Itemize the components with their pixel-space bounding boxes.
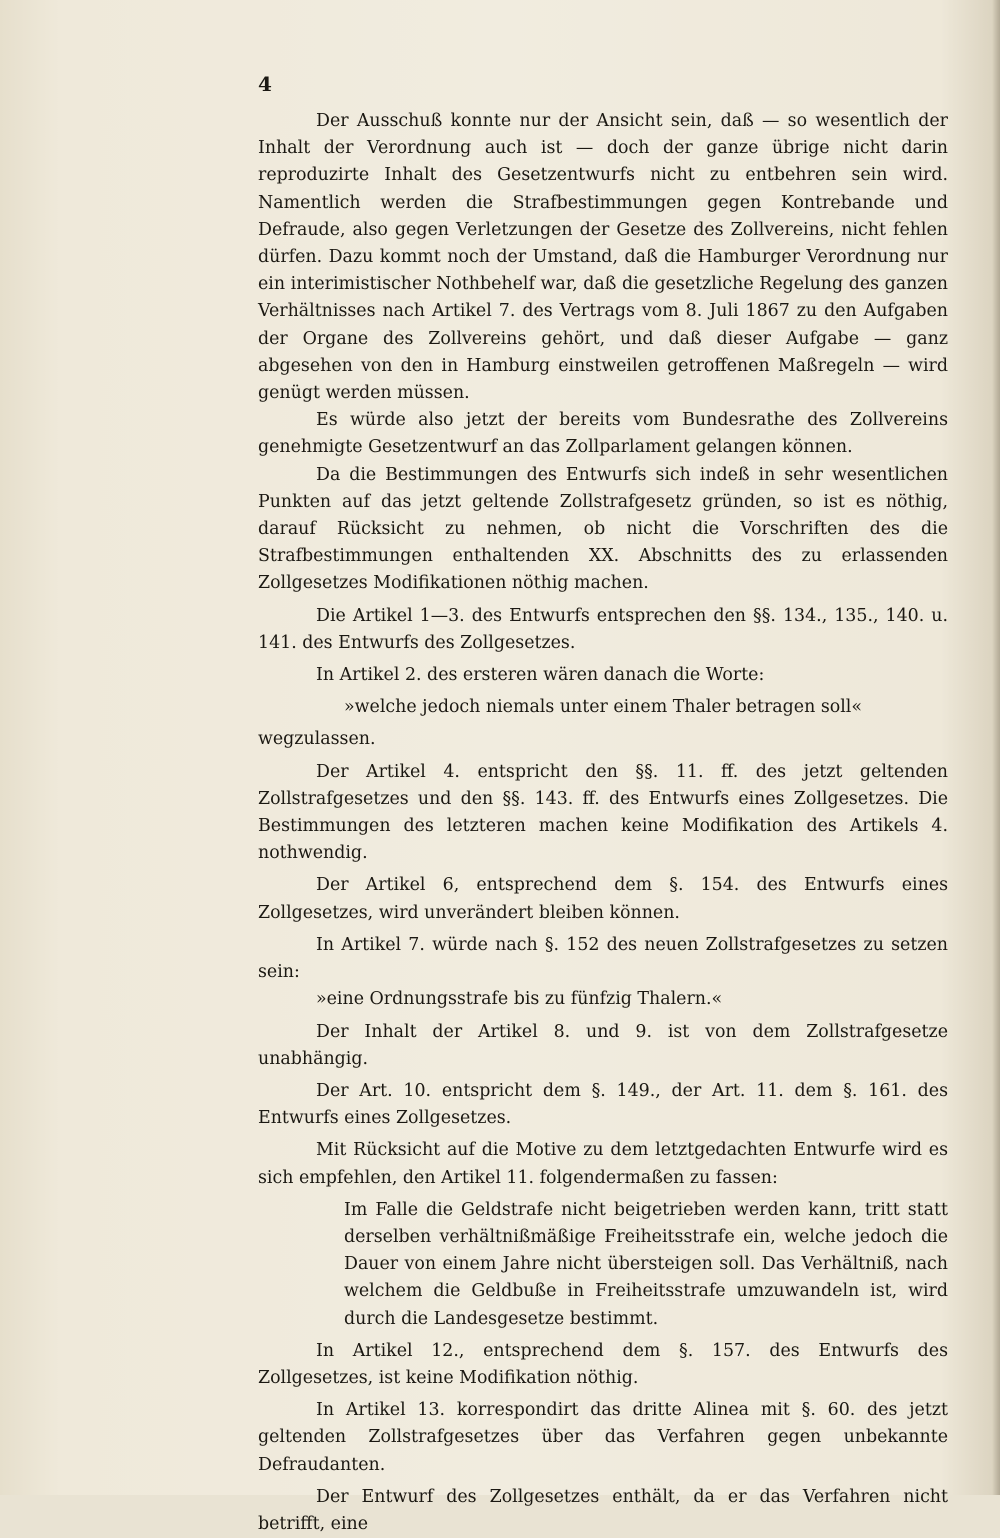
paragraph: Der Inhalt der Artikel 8. und 9. ist von dem Zollstrafgesetze unabhängig. bbox=[258, 1021, 948, 1069]
paragraph: Der Artikel 4. entspricht den §§. 11. ff. des jetzt geltenden Zollstrafgesetzes und den §§. 143. ff. des Entwurfs eines Zollgesetzes. Die Bestimmungen des letzteren machen keine Modifikation des Artikels 4. nothwendig. bbox=[258, 761, 948, 864]
paragraph: Der Artikel 6, entsprechend dem §. 154. des Entwurfs eines Zollgesetzes, wird unverändert bleiben können. bbox=[258, 875, 948, 923]
paragraph: Es würde also jetzt der bereits vom Bundesrathe des Zollvereins genehmigte Gesetzentwurf an das Zollparlament gelangen können. bbox=[258, 410, 948, 458]
page-edge-shadow bbox=[992, 0, 1000, 1495]
quoted-block: Im Falle die Geldstrafe nicht beigetrieben werden kann, tritt statt derselben verhältnißmäßige Freiheitsstrafe ein, welche jedoch die Dauer von einem Jahre nicht übersteigen soll. Das Verhältniß, nach welchem die Geldbuße in Freiheitsstrafe umzuwandeln ist, wird durch die Landesgesetze bestimmt. bbox=[344, 1199, 948, 1329]
paragraph: Der Entwurf des Zollgesetzes enthält, da er das Verfahren nicht betrifft, eine bbox=[258, 1486, 948, 1534]
paragraph: In Artikel 12., entsprechend dem §. 157. des Entwurfs des Zollgesetzes, ist keine Modifikation nöthig. bbox=[258, 1340, 948, 1388]
paragraph: Der Art. 10. entspricht dem §. 149., der Art. 11. dem §. 161. des Entwurfs eines Zollgesetzes. bbox=[258, 1080, 948, 1129]
body-text bbox=[258, 108, 948, 1538]
quotation: »welche jedoch niemals unter einem Thaler betragen soll« bbox=[344, 697, 862, 718]
paragraph: In Artikel 7. würde nach §. 152 des neuen Zollstrafgesetzes zu setzen sein: bbox=[258, 934, 948, 983]
paragraph: In Artikel 13. korrespondirt das dritte Alinea mit §. 60. des jetzt geltenden Zollstrafgesetzes über das Verfahren gegen unbekannte Defraudanten. bbox=[258, 1400, 948, 1475]
paragraph: Da die Bestimmungen des Entwurfs sich indeß in sehr wesentlichen Punkten auf das jetzt geltende Zollstrafgesetz gründen, so ist es nöthig, darauf Rücksicht zu nehmen, ob nicht die Vorschriften des die Strafbestimmungen enthaltenden XX. Abschnitts des zu erlassenden Zollgesetzes Modifikationen nöthig machen. bbox=[258, 464, 948, 594]
paragraph: Der Ausschuß konnte nur der Ansicht sein, daß — so wesentlich der Inhalt der Verordnung auch ist — doch der ganze übrige nicht darin reproduzirte Inhalt des Gesetzentwurfs nicht zu entbehren sein wird. Namentlich werden die Strafbestimmungen gegen Kontrebande und Defraude, also gegen Verletzungen der Gesetze des Zollvereins, nicht fehlen dürfen. Dazu kommt noch der Umstand, daß die Hamburger Verordnung nur ein interimistischer Nothbehelf war, daß die gesetzliche Regelung des ganzen Verhältnisses nach Artikel 7. des Vertrags vom 8. Juli 1867 zu den Aufgaben der Organe des Zollvereins gehört, und daß dieser Aufgabe — ganz abgesehen von den in Hamburg einstweilen getroffenen Maßregeln — wird genügt werden müssen. bbox=[258, 111, 948, 404]
paragraph: Mit Rücksicht auf die Motive zu dem letztgedachten Entwurfe wird es sich empfehlen, den Artikel 11. folgendermaßen zu fassen: bbox=[258, 1140, 948, 1188]
paragraph: In Artikel 2. des ersteren wären danach die Worte: bbox=[316, 665, 765, 686]
paragraph: Die Artikel 1—3. des Entwurfs entsprechen den §§. 134., 135., 140. u. 141. des Entwurfs des Zollgesetzes. bbox=[258, 605, 948, 653]
quotation: »eine Ordnungsstrafe bis zu fünfzig Thalern.« bbox=[316, 989, 723, 1010]
page-number: 4 bbox=[258, 72, 272, 96]
paragraph: wegzulassen. bbox=[258, 729, 376, 750]
